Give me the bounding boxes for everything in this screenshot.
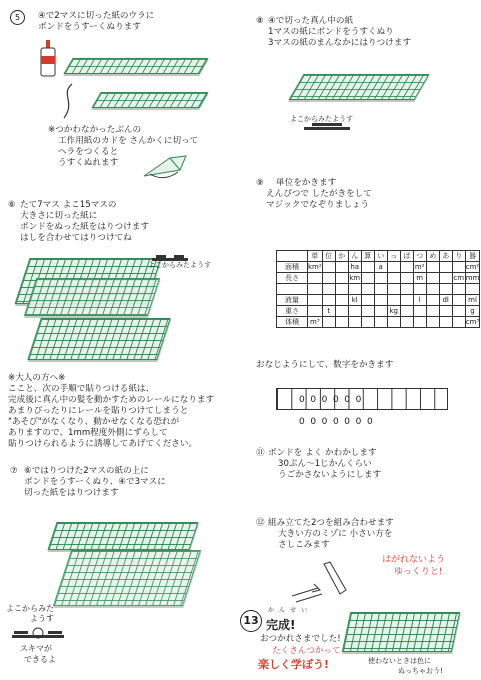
unit-table-header-cell: か bbox=[335, 251, 348, 262]
unit-table-cell bbox=[322, 262, 335, 273]
unit-table-row-label: 体積 bbox=[277, 317, 308, 328]
step5-note-4: うすくぬれます bbox=[58, 158, 119, 168]
unit-table-cell bbox=[361, 295, 374, 306]
unit-table-cell bbox=[400, 262, 413, 273]
brush-stroke-icon bbox=[58, 82, 78, 126]
unit-table-cell bbox=[426, 317, 439, 328]
adult-note-5: ありますので、1mm程度外側にずらして bbox=[8, 428, 168, 438]
step7-gap-label-2: できるよ bbox=[24, 655, 56, 664]
unit-table-cell bbox=[308, 284, 323, 295]
unit-table-cell bbox=[374, 284, 387, 295]
unit-table-header-cell: 位 bbox=[322, 251, 335, 262]
step13-right-note-2: ぬっちゃおう! bbox=[398, 667, 443, 675]
unit-table-cell bbox=[374, 306, 387, 317]
step6-text-1: たて7マス よこ15マスの bbox=[20, 200, 117, 210]
unit-table-cell bbox=[452, 295, 465, 306]
unit-table-cell bbox=[439, 317, 452, 328]
step13-line-3: 楽しく学ぼう! bbox=[258, 658, 330, 671]
unit-table-cell bbox=[335, 284, 348, 295]
step7-gap-label-1: スキマが bbox=[20, 644, 52, 653]
step13-line-2: たくさんつかって bbox=[272, 646, 341, 656]
unit-table-cell bbox=[348, 284, 361, 295]
step8-grid-strip bbox=[288, 74, 429, 100]
step5-grid-strip-bottom bbox=[91, 92, 208, 108]
unit-table-cell bbox=[452, 317, 465, 328]
unit-table-cell bbox=[426, 306, 439, 317]
unit-table-cell bbox=[452, 262, 465, 273]
unit-table bbox=[276, 250, 480, 328]
unit-table-cell: m³ bbox=[308, 317, 323, 328]
step8-text-3: 3マスの紙のまんなかにはりつけます bbox=[268, 38, 411, 48]
adult-note-title: ※大人の方へ※ bbox=[8, 373, 66, 383]
adult-note-6: 貼りつけられるように誘導してあげてください。 bbox=[8, 439, 198, 449]
unit-table-cell bbox=[348, 317, 361, 328]
unit-table-cell: t bbox=[322, 306, 335, 317]
unit-table-cell bbox=[361, 273, 374, 284]
unit-table-cell bbox=[452, 306, 465, 317]
unit-table-cell bbox=[400, 306, 413, 317]
step7-side-label-2: ようす bbox=[30, 614, 54, 623]
unit-table-row-label: 長さ bbox=[277, 273, 308, 284]
unit-table-corner bbox=[277, 251, 308, 262]
step12-note-1: はがれないよう bbox=[382, 555, 446, 565]
step8-text-2: 1マスの紙にボンドをうすくぬり bbox=[268, 27, 394, 37]
step6-text-2: 大きさに切った紙に bbox=[20, 211, 98, 221]
unit-table-row bbox=[277, 284, 480, 295]
step13-line-1: おつかれさまでした! bbox=[260, 634, 341, 644]
unit-table-row bbox=[277, 262, 480, 273]
unit-table-cell bbox=[387, 317, 400, 328]
unit-table-cell bbox=[387, 273, 400, 284]
unit-table-header-cell: つ bbox=[413, 251, 426, 262]
unit-table-cell bbox=[439, 262, 452, 273]
unit-table-cell bbox=[452, 284, 465, 295]
step12-note-2: ゆっくりと! bbox=[394, 567, 443, 577]
unit-table-cell: m bbox=[413, 273, 426, 284]
unit-table-row bbox=[277, 306, 480, 317]
unit-table-cell: mm bbox=[465, 274, 480, 282]
adult-note-3: あまりぴったりにレールを貼りつけてしまうと bbox=[8, 406, 189, 416]
step12-text-2: 大きい方のミゾに 小さい方を bbox=[278, 529, 393, 539]
unit-table-cell bbox=[335, 295, 348, 306]
step6-text-3: ボンドをぬった紙をはりつけます bbox=[20, 222, 149, 232]
step12-text-3: さしこみます bbox=[278, 540, 330, 550]
unit-table-cell bbox=[335, 306, 348, 317]
unit-table-header-cell: り bbox=[452, 251, 465, 262]
unit-table-cell bbox=[413, 317, 426, 328]
step6-num: ⑥ bbox=[8, 200, 16, 210]
unit-table-row-label: 面積 bbox=[277, 262, 308, 273]
bond-bottle-icon bbox=[38, 40, 58, 82]
unit-table-cell bbox=[439, 306, 452, 317]
unit-table-cell: ha bbox=[348, 262, 361, 273]
unit-table-cell: a bbox=[374, 262, 387, 273]
unit-table-cell bbox=[361, 262, 374, 273]
unit-table-cell bbox=[426, 262, 439, 273]
unit-table-cell: m² bbox=[414, 263, 425, 271]
step7-side-view-icon bbox=[10, 626, 66, 645]
unit-table-header-cell: あ bbox=[439, 251, 452, 262]
step13-finished-product bbox=[342, 612, 461, 652]
unit-table-cell bbox=[439, 273, 452, 284]
unit-table-cell bbox=[322, 284, 335, 295]
unit-table-header-cell: 単 bbox=[308, 251, 323, 262]
adult-note-4: "あそび"がなくなり、動かせなくなる恐れが bbox=[8, 417, 180, 427]
step5-note-2: 工作用紙のカドを さんかくに切って bbox=[58, 136, 199, 146]
unit-table-header-cell: ん bbox=[348, 251, 361, 262]
adult-note-2: 完成後に真ん中の髪を動かすためのレールになります bbox=[8, 395, 215, 405]
unit-table-cell bbox=[335, 262, 348, 273]
unit-table-cell bbox=[413, 284, 426, 295]
step6-text-4: はしを合わせてはりつけてね bbox=[20, 233, 132, 243]
unit-table-header-cell: ぱ bbox=[400, 251, 413, 262]
step7-side-label-1: よこからみた bbox=[6, 604, 54, 613]
unit-table-cell bbox=[387, 295, 400, 306]
step11-text-2: 30ぷん〜1じかんくらい bbox=[278, 459, 372, 469]
page-number: 5 bbox=[10, 10, 25, 25]
step12-text-1: 組み立てた2つを組み合わせます bbox=[268, 518, 394, 528]
unit-table-cell bbox=[374, 295, 387, 306]
step8-num: ⑧ bbox=[256, 16, 264, 26]
step9-num: ⑨ bbox=[256, 178, 264, 188]
unit-table-cell: ml bbox=[465, 295, 480, 306]
step5-note-3: ヘラをつくると bbox=[58, 147, 119, 157]
unit-table-row-label: 液量 bbox=[277, 295, 308, 306]
unit-table-header-cell: っ bbox=[387, 251, 400, 262]
step8-side-label: よこからみたようす bbox=[290, 115, 353, 123]
unit-table-cell bbox=[426, 295, 439, 306]
unit-table-cell bbox=[439, 284, 452, 295]
unit-table-cell bbox=[322, 295, 335, 306]
step7-num: ⑦ bbox=[10, 466, 18, 476]
adult-note-1: ここと、次の手順で貼りつける紙は、 bbox=[8, 384, 155, 394]
unit-table-cell bbox=[400, 284, 413, 295]
step11-text-3: うごかさないようにします bbox=[278, 470, 382, 480]
step9-text-2: えんぴつで したがきをして bbox=[266, 189, 372, 199]
unit-table-cell: cm bbox=[453, 274, 465, 282]
unit-table-cell bbox=[426, 284, 439, 295]
step5-note-1: ※つかわなかったぶんの bbox=[48, 125, 142, 135]
unit-table-cell bbox=[322, 317, 335, 328]
step7-grid-box-top bbox=[47, 522, 198, 550]
unit-table-cell bbox=[308, 273, 323, 284]
step12-num: ⑫ bbox=[256, 518, 265, 528]
step6-grid-sheet-front bbox=[27, 318, 171, 360]
unit-table-header-cell: い bbox=[374, 251, 387, 262]
unit-table-header-cell: 器 bbox=[465, 251, 480, 262]
unit-table-cell bbox=[374, 273, 387, 284]
unit-table-cell: km² bbox=[308, 263, 322, 271]
step13-title: 完成! bbox=[266, 618, 296, 632]
spatula-icon bbox=[140, 150, 192, 186]
step13-right-note-1: 使わないときは色に bbox=[368, 657, 431, 665]
unit-table-row-label bbox=[277, 284, 308, 295]
unit-table-cell bbox=[361, 317, 374, 328]
unit-table-cell bbox=[308, 295, 323, 306]
step7-text-2: ボンドをうすーくぬり、④で3マスに bbox=[24, 477, 166, 487]
unit-table-cell: cm² bbox=[465, 263, 480, 271]
unit-table-cell: kl bbox=[348, 295, 361, 306]
unit-table-row-label: 重さ bbox=[277, 306, 308, 317]
unit-table-cell bbox=[387, 284, 400, 295]
step11-num: ⑪ bbox=[256, 448, 265, 458]
unit-table-cell bbox=[400, 295, 413, 306]
unit-table-cell bbox=[400, 273, 413, 284]
unit-table-header bbox=[277, 251, 480, 262]
step7-grid-box-body bbox=[53, 550, 201, 606]
step6-grid-sheet-mid bbox=[24, 278, 160, 316]
unit-table-cell bbox=[465, 284, 480, 295]
digit-strip: 000000 0000000 bbox=[276, 388, 448, 410]
unit-table-cell bbox=[322, 273, 335, 284]
step5-text-line2: ボンドをうすーくぬります bbox=[38, 22, 141, 32]
unit-table-cell bbox=[361, 284, 374, 295]
step13-num: 13 bbox=[240, 610, 262, 632]
step9-text-3: マジックでなぞりましょう bbox=[266, 200, 370, 210]
unit-table-cell bbox=[361, 306, 374, 317]
unit-table-row bbox=[277, 317, 480, 328]
step8-text-1: ④で切った真ん中の紙 bbox=[268, 16, 354, 26]
step6-side-label: よこからみたようす bbox=[148, 261, 211, 269]
unit-table-cell: dl bbox=[439, 295, 452, 306]
unit-table-cell: km bbox=[349, 274, 361, 282]
unit-table-cell bbox=[426, 273, 439, 284]
unit-table-header-cell: 算 bbox=[361, 251, 374, 262]
step9-text-1: 単位をかきます bbox=[276, 178, 337, 188]
unit-table-cell bbox=[308, 306, 323, 317]
unit-table-cell bbox=[400, 317, 413, 328]
unit-table-cell: kg bbox=[387, 306, 400, 317]
unit-table-cell: cm³ bbox=[465, 318, 480, 326]
step5-text-line1: ④で2マスに切った紙のウラに bbox=[38, 11, 155, 21]
unit-table-cell bbox=[335, 317, 348, 328]
step5-grid-strip-top bbox=[63, 58, 208, 74]
unit-table-cell bbox=[335, 273, 348, 284]
step7-text-3: 切った紙をはりつけます bbox=[24, 488, 119, 498]
unit-table-cell bbox=[348, 306, 361, 317]
unit-table-row bbox=[277, 273, 480, 284]
step10-text: おなじようにして、数字をかきます bbox=[256, 360, 394, 370]
unit-table-cell bbox=[387, 262, 400, 273]
unit-table-cell bbox=[374, 317, 387, 328]
unit-table-row bbox=[277, 295, 480, 306]
unit-table-cell bbox=[413, 306, 426, 317]
step7-text-1: ⑥ではりつけた2マスの紙の上に bbox=[24, 466, 149, 476]
step13-reading: かんせい bbox=[268, 607, 313, 614]
unit-table-cell: l bbox=[413, 295, 426, 306]
unit-table-header-cell: め bbox=[426, 251, 439, 262]
step11-text-1: ボンドを よく かわかします bbox=[268, 448, 377, 458]
unit-table-cell: g bbox=[465, 306, 480, 317]
